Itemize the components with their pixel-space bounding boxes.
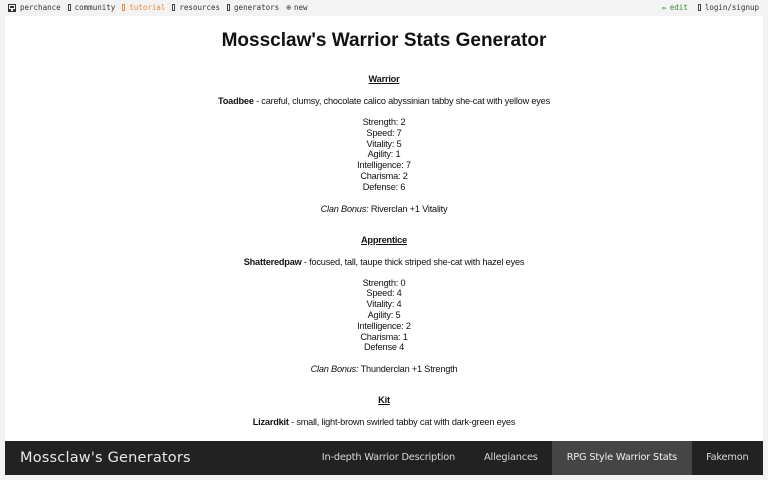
nav-rpg-style-warrior-stats[interactable]: RPG Style Warrior Stats: [552, 441, 691, 475]
new-label: new: [294, 3, 308, 12]
tutorial-label: tutorial: [129, 3, 166, 12]
community-label: community: [74, 3, 116, 12]
stat-intelligence: Intelligence: 2: [357, 320, 411, 331]
topbar-left-links: [8, 3, 315, 12]
edit-label: edit: [669, 3, 688, 12]
section-heading: Kit: [378, 395, 390, 406]
nav-in-depth-warrior-description[interactable]: In-depth Warrior Description: [321, 452, 456, 463]
resources-link[interactable]: [172, 3, 220, 12]
community-icon: [68, 4, 71, 11]
generators-label: generators: [234, 3, 280, 12]
clan-bonus: [5, 204, 763, 215]
resources-label: resources: [179, 3, 221, 12]
community-link[interactable]: [68, 3, 116, 12]
perchance-link[interactable]: [8, 3, 61, 12]
new-link[interactable]: [286, 3, 307, 12]
perchance-topbar: [0, 0, 768, 16]
clan-bonus-label: Clan Bonus:: [310, 364, 359, 375]
stat-speed: Speed: 7: [366, 127, 402, 138]
edit-link[interactable]: [662, 3, 688, 12]
apprentice-section: [5, 235, 763, 376]
stat-speed: Speed: 4: [366, 288, 402, 299]
stat-charisma: Charisma: 1: [360, 331, 408, 342]
clan-bonus: [5, 364, 763, 375]
stats-list: [5, 117, 763, 193]
dice-icon: [8, 4, 16, 12]
tutorial-link[interactable]: [122, 3, 165, 12]
stat-strength: Strength: 2: [362, 117, 406, 127]
cat-description: [5, 257, 763, 268]
generator-output: [5, 74, 763, 438]
cat-name: Lizardkit: [252, 417, 289, 428]
perchance-label: perchance: [20, 3, 61, 12]
cat-name: Shatteredpaw: [243, 256, 302, 267]
resources-icon: [172, 4, 175, 11]
login-signup-label: login/signup: [704, 3, 759, 12]
cat-description: [5, 417, 763, 428]
stat-vitality: Vitality: 4: [366, 299, 402, 310]
cat-name: Toadbee: [218, 96, 254, 106]
stat-defense: Defense: 6: [362, 181, 406, 192]
generators-link[interactable]: [227, 3, 279, 12]
login-icon: [698, 4, 701, 11]
stats-list: [5, 278, 763, 354]
warrior-section: [5, 74, 763, 215]
pencil-icon: ✏: [661, 2, 667, 12]
section-heading: Warrior: [368, 74, 400, 84]
generators-navbar: [5, 441, 763, 475]
clan-bonus-label: Clan Bonus:: [320, 203, 369, 214]
cat-traits: - focused, tall, taupe thick striped she-cat with hazel eyes: [301, 256, 525, 267]
clan-bonus-value: Thunderclan +1 Strength: [358, 364, 458, 375]
generators-icon: [227, 4, 230, 11]
navbar-brand[interactable]: Mossclaw's Generators: [20, 450, 191, 466]
cat-traits: - small, light-brown swirled tabby cat with dark-green eyes: [288, 417, 516, 428]
nav-allegiances[interactable]: Allegiances: [484, 452, 538, 463]
stat-vitality: Vitality: 5: [366, 138, 402, 149]
plus-circle-icon: ⊕: [286, 2, 292, 12]
clan-bonus-value: Riverclan +1 Vitality: [368, 203, 448, 214]
tutorial-icon: [122, 4, 125, 11]
cat-traits: - careful, clumsy, chocolate calico abyssinian tabby she-cat with yellow eyes: [253, 96, 550, 106]
page-title: Mossclaw's Warrior Stats Generator: [221, 30, 547, 51]
stat-charisma: Charisma: 2: [360, 170, 408, 181]
generator-output-card: [5, 16, 763, 441]
nav-fakemon[interactable]: Fakemon: [706, 452, 749, 463]
stat-intelligence: Intelligence: 7: [357, 160, 411, 171]
section-heading: Apprentice: [361, 234, 407, 245]
stat-agility: Agility: 5: [367, 309, 401, 320]
login-signup-link[interactable]: [698, 3, 759, 12]
stat-defense: Defense 4: [363, 342, 405, 353]
stat-agility: Agility: 1: [367, 149, 401, 160]
cat-description: [5, 96, 763, 107]
topbar-right-links: [662, 3, 759, 12]
navbar-links: [307, 441, 763, 475]
stat-strength: Strength: 0: [362, 277, 406, 288]
kit-section: [5, 395, 763, 428]
